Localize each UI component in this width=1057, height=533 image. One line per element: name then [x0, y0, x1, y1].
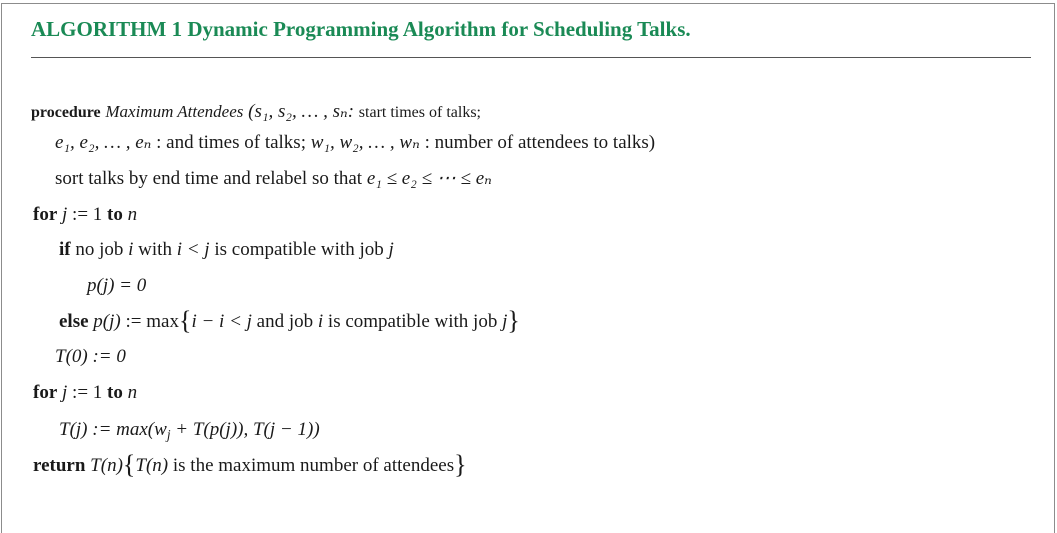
loop-init: := 1	[72, 382, 103, 403]
params-w-colon: :	[424, 132, 430, 153]
else-assign: := max	[125, 311, 179, 332]
p-zero-expr: p(j) = 0	[87, 275, 147, 296]
loop-var: j	[62, 382, 68, 403]
algo-line-for-2	[33, 381, 137, 405]
procedure-params-desc: start times of talks;	[358, 104, 481, 121]
keyword-for: for	[33, 204, 58, 225]
algorithm-title: ALGORITHM 1 Dynamic Programming Algorithm for Scheduling Talks.	[31, 17, 691, 41]
algo-line-else	[59, 306, 520, 335]
sort-text: sort talks by end time and relabel so that	[55, 168, 363, 189]
keyword-for: for	[33, 382, 58, 403]
comment-var: T(n)	[135, 455, 169, 476]
if-text-b: with	[138, 239, 172, 260]
else-text-a: and job	[256, 311, 314, 332]
else-lhs: p(j)	[93, 311, 121, 332]
algo-line-sort	[55, 167, 492, 191]
recurrence-head: T(j) := max(w	[59, 419, 167, 440]
params-e-colon: :	[156, 132, 162, 153]
loop-init: := 1	[72, 204, 103, 225]
if-text-c: is compatible with job	[214, 239, 384, 260]
brace-open: {	[178, 306, 192, 335]
params-e: e₁, e₂, … , eₙ	[55, 132, 152, 153]
algo-line-t-zero	[55, 345, 126, 369]
procedure-name: Maximum Attendees	[105, 102, 244, 121]
if-var-i: i	[128, 239, 134, 260]
algo-line-return	[33, 450, 467, 479]
algo-line-recurrence	[59, 418, 320, 442]
keyword-procedure: procedure	[31, 104, 101, 121]
recurrence-sub: j	[166, 427, 171, 442]
recurrence-tail: + T(p(j)), T(j − 1))	[170, 419, 320, 440]
else-text-b: is compatible with job	[327, 311, 498, 332]
else-var-j: j	[502, 311, 508, 332]
brace-close: }	[454, 450, 467, 479]
if-text-a: no job	[75, 239, 124, 260]
keyword-to: to	[107, 382, 123, 403]
procedure-params: (s₁, s₂, … , sₙ:	[248, 101, 355, 122]
comment-text: is the maximum number of attendees	[172, 455, 455, 476]
else-condition: i − i < j	[191, 311, 252, 332]
algo-line-params	[55, 131, 655, 155]
algo-line-procedure	[31, 100, 481, 125]
return-value: T(n)	[90, 455, 123, 476]
keyword-else: else	[59, 311, 89, 332]
keyword-if: if	[59, 239, 71, 260]
algo-line-p-zero	[87, 274, 146, 298]
algo-line-if	[59, 238, 394, 262]
if-condition: i < j	[176, 239, 210, 260]
params-w: w₁, w₂, … , wₙ	[310, 132, 420, 153]
sort-condition: e₁ ≤ e₂ ≤ ⋯ ≤ eₙ	[366, 168, 492, 189]
keyword-to: to	[107, 204, 123, 225]
loop-bound: n	[127, 204, 138, 225]
brace-close: }	[507, 306, 520, 335]
params-e-desc: and times of talks;	[166, 132, 306, 153]
brace-open: {	[122, 450, 136, 479]
params-w-desc: number of attendees to talks)	[434, 132, 656, 153]
recurrence-expr	[59, 419, 320, 440]
loop-var: j	[62, 204, 68, 225]
title-divider	[31, 57, 1031, 58]
t-zero-expr: T(0) := 0	[55, 346, 126, 367]
algo-line-for-1	[33, 203, 137, 227]
if-var-j: j	[388, 239, 394, 260]
loop-bound: n	[127, 382, 138, 403]
keyword-return: return	[33, 455, 86, 476]
else-var-i: i	[317, 311, 324, 332]
